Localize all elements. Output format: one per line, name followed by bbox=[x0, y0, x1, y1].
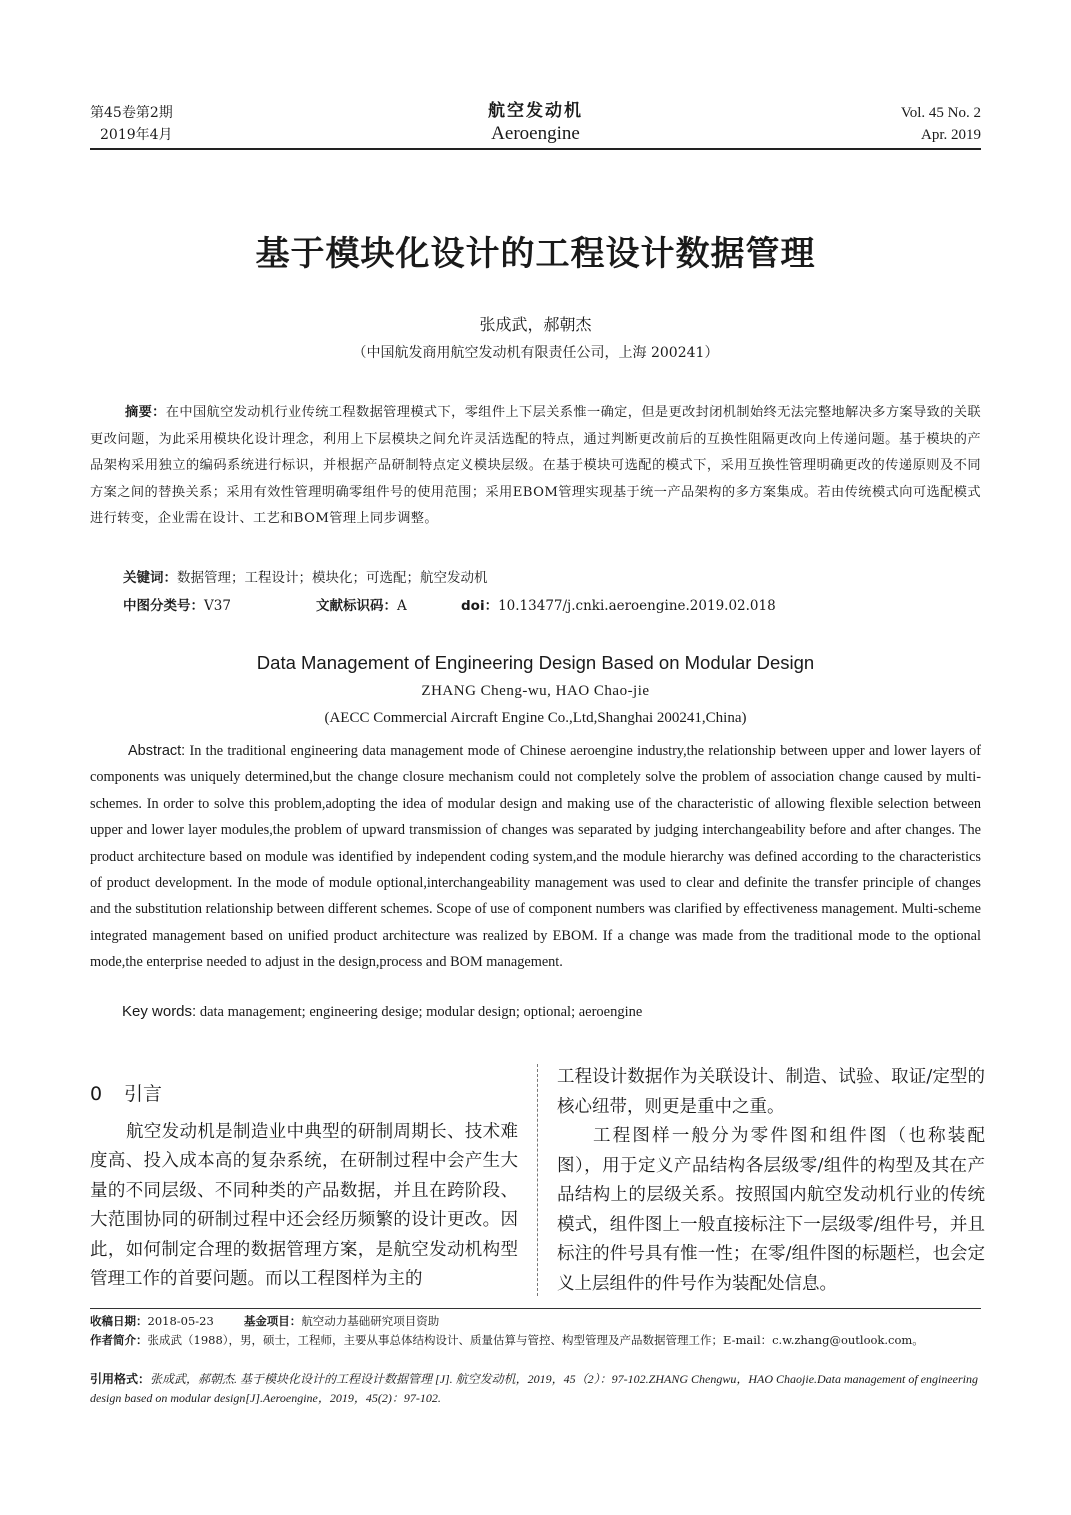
fund-label: 基金项目： bbox=[243, 1314, 302, 1328]
affiliation-cn: （中国航发商用航空发动机有限责任公司，上海 200241） bbox=[352, 345, 719, 361]
header-right bbox=[901, 102, 981, 146]
citation-label: 引用格式： bbox=[90, 1372, 151, 1386]
abstract-cn-text: 在中国航空发动机行业传统工程数据管理模式下，零组件上下层关系惟一确定，但是更改封闭机制始终无法完整地解决多方案导致的关联更改问题，为此采用模块化设计理念，利用上下层模块之间允许灵活选配的特点，通过判断更改前后的互换性阻隔更改向上传递问题。基于模块的产品架构采用独立的编码系统进行标识，并根据产品研制特点定义模块层级。在基于模块可选配的模式下，采用互换性管理明确更改的传递原则及不同方案之间的替换关系；采用有效性管理明确零组件号的使用范围；采用EBOM管理实现基于统一产品架构的多方案集成。若由传统模式向可选配模式进行转变，企业需在设计、工艺和BOM管理上同步调整。 bbox=[90, 405, 982, 526]
authors-cn: 张成武，郝朝杰 bbox=[479, 315, 592, 334]
abstract-en-text: In the traditional engineering data management mode of Chinese aeroengine industry,the relationship between upper and lower layers of components was uniquely determined,but the change closure mechanism could not completely solve the problem of association change caused by multi-schemes. In order to solve this problem,adopting the idea of modular design and making use of the characteristic of allowing flexible selection between upper and lower layer modules,the problem of upward transmission of changes was separated by judging interchangeability before and after changes. The product architecture based on module was identified by independent coding system,and the module hierarchy was defined according to the characteristics of product development. In the mode of module optional,interchangeability management was used to clear and definite the transfer principle of changes and the substitution relationship between different schemes. Scope of use of component numbers was clarified by effectiveness management. Multi-scheme integrated management based on unified product architecture was realized by EBOM. If a change was made from the traditional mode to the optional mode,the enterprise needed to adjust in the design,process and BOM management. bbox=[90, 743, 981, 971]
keywords-cn-label: 关键词： bbox=[123, 570, 177, 586]
body-paragraph: 工程图样一般分为零件图和组件图（也称装配图），用于定义产品结构各层级零/组件的构型及其在产品结构上的层级关系。按照国内航空发动机行业的传统模式，组件图上一般直接标注下一层级零/组件号，并且标注的件号具有惟一性；在零/组件图的标题栏，也会定义上层组件的件号作为装配处信息。 bbox=[557, 1126, 985, 1294]
received-label: 收稿日期： bbox=[90, 1314, 148, 1328]
date-cn: 2019年4月 bbox=[100, 127, 173, 143]
column-divider bbox=[537, 1064, 538, 1296]
classification-line bbox=[123, 594, 776, 614]
keywords-cn bbox=[123, 566, 488, 586]
footnote-author-bio bbox=[90, 1331, 991, 1350]
doi-label: doi： bbox=[461, 598, 499, 614]
body-paragraph: 工程设计数据作为关联设计、制造、试验、取证/定型的核心纽带，则更是重中之重。 bbox=[557, 1067, 985, 1117]
abstract-cn-label: 摘要： bbox=[125, 405, 166, 420]
keywords-en-text: data management; engineering desige; modular design; optional; aeroengine bbox=[199, 1004, 643, 1020]
doc-code-value: A bbox=[397, 598, 407, 614]
header-rule bbox=[90, 148, 981, 150]
journal-name-cn: 航空发动机 bbox=[488, 101, 583, 121]
abstract-en bbox=[90, 738, 981, 976]
keywords-en-label: Key words: bbox=[122, 1003, 197, 1020]
received-value: 2018-05-23 bbox=[147, 1314, 214, 1328]
author-bio-label: 作者简介： bbox=[90, 1333, 148, 1347]
issue-cn: 第45卷第2期 bbox=[90, 105, 173, 121]
affiliation-en: (AECC Commercial Aircraft Engine Co.,Ltd,Shanghai 200241,China) bbox=[324, 710, 747, 726]
doi-value: 10.13477/j.cnki.aeroengine.2019.02.018 bbox=[498, 598, 776, 614]
running-header bbox=[90, 100, 981, 152]
fund-value: 航空动力基础研究项目资助 bbox=[301, 1314, 440, 1328]
abstract-en-label: Abstract: bbox=[128, 743, 186, 759]
author-bio-value: 张成武（1988），男，硕士，工程师，主要从事总体结构设计、质量估算与管控、构型管理及产品数据管理工作；E-mail：c.w.zhang@outlook.com。 bbox=[147, 1333, 924, 1347]
clc-label: 中图分类号： bbox=[123, 598, 204, 614]
section-title: 引言 bbox=[124, 1083, 163, 1105]
body-paragraph: 航空发动机是制造业中典型的研制周期长、技术难度高、投入成本高的复杂系统，在研制过程中会产生大量的不同层级、不同种类的产品数据，并且在跨阶段、大范围协同的研制过程中还会经历频繁的设计更改。因此，如何制定合理的数据管理方案，是航空发动机构型管理工作的首要问题。而以工程图样为主的 bbox=[90, 1121, 518, 1289]
footnote-rule bbox=[90, 1308, 981, 1309]
citation-value: 张成武，郝朝杰. 基于模块化设计的工程设计数据管理 [J]. 航空发动机，2019，45（2）：97-102.ZHANG Chengwu，HAO Chaojie.Data management of engineering design based on modular design[J].Aeroengine，2019，45(2)：97-102. bbox=[90, 1372, 978, 1405]
header-center bbox=[90, 100, 981, 146]
footnote-citation bbox=[90, 1370, 991, 1408]
section-number: 0 bbox=[90, 1083, 103, 1105]
abstract-cn bbox=[90, 400, 981, 533]
issue-en: Vol. 45 No. 2 bbox=[900, 105, 981, 121]
paper-title-cn: 基于模块化设计的工程设计数据管理 bbox=[255, 234, 816, 274]
footnote-received-fund bbox=[90, 1312, 991, 1331]
journal-name-en: Aeroengine bbox=[491, 123, 580, 144]
section-heading bbox=[90, 1080, 518, 1110]
keywords-cn-text: 数据管理；工程设计；模块化；可选配；航空发动机 bbox=[177, 570, 488, 586]
authors-en: ZHANG Cheng-wu, HAO Chao-jie bbox=[421, 683, 650, 699]
body-right-column bbox=[557, 1063, 985, 1299]
paper-title-en: Data Management of Engineering Design Based on Modular Design bbox=[256, 652, 815, 673]
doc-code-label: 文献标识码： bbox=[316, 598, 397, 614]
keywords-en bbox=[122, 1003, 642, 1021]
body-left-column bbox=[90, 1080, 518, 1295]
date-en: Apr. 2019 bbox=[921, 127, 981, 143]
clc-value: V37 bbox=[204, 598, 231, 614]
